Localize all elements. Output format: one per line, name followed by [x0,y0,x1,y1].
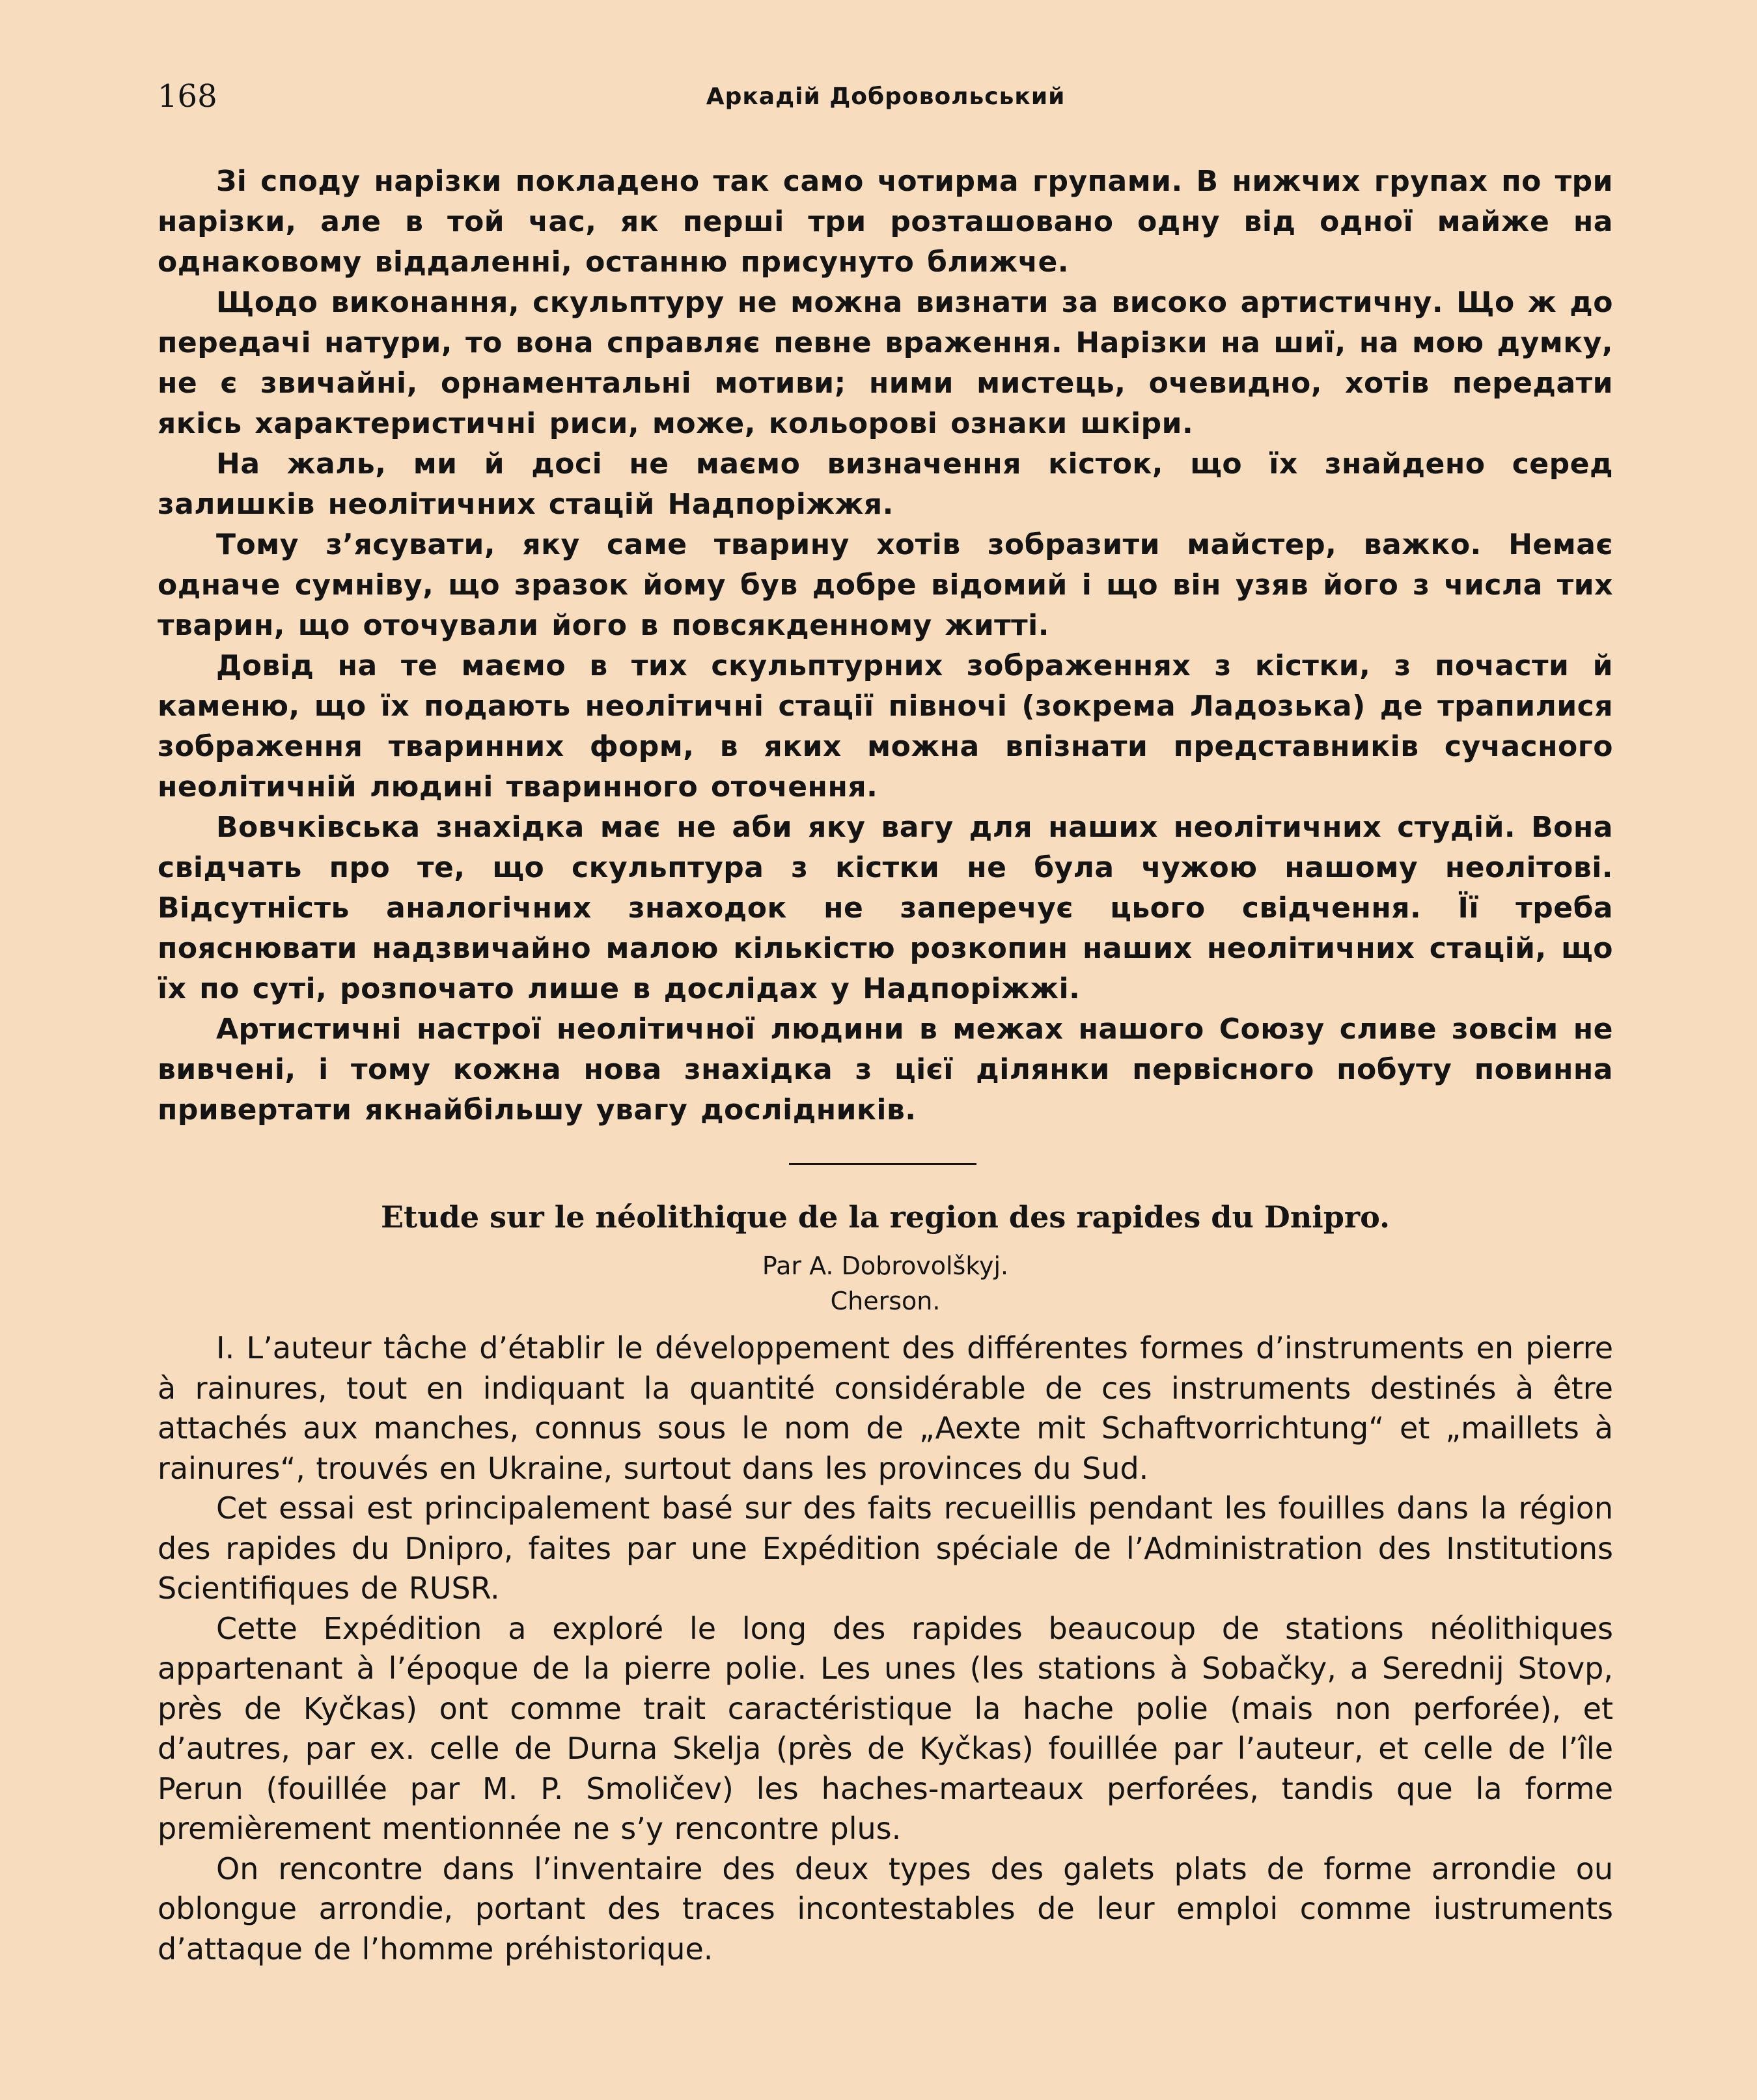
running-head: Аркадій Добровольський [706,83,1066,110]
ukr-paragraph-2: Щодо виконання, скульптуру не можна визнати за високо артистичну. Що ж до передачі натури, то вона справляє певне враження. Нарізки на шиї, на мою думку, не є звичайні, орнаментальні мотиви; ними мистець, очевидно, хотів передати якісь характеристичні риси, може, кольорові ознаки шкіри. [158,286,1613,440]
french-summary-text [158,1328,1613,1969]
ukrainian-text [158,161,1613,1130]
page-number: 168 [158,78,217,115]
summary-title: Etude sur le néolithique de la region des rapides du Dnipro. [380,1199,1390,1235]
fr-paragraph-1: I. L’auteur tâche d’établir le développement des différentes formes d’instruments en pierre à rainures, tout en indiquant la quantité considérable de ces instruments destinés à être attachés aux manches, connus sous le nom de „Aexte mit Schaftvorrichtung“ et „maillets à rainures“, trouvés en Ukraine, surtout dans les provinces du Sud. [158,1330,1613,1486]
ukr-paragraph-4: Тому з’ясувати, яку саме тварину хотів зобразити майстер, важко. Немає одначе сумніву, що зразок йому був добре відомий і що він узяв його з числа тих тварин, що оточували його в повсякденному житті. [158,528,1613,642]
ukr-paragraph-1: Зі споду нарізки покладено так само чотирма групами. В нижчих групах по три нарізки, але в той час, як перші три розташовано одну від одної майже на однаковому віддаленні, останню присунуто ближче. [158,165,1613,279]
summary-place: Cherson. [830,1287,941,1315]
summary-author: Par A. Dobrovolškyj. [762,1252,1009,1280]
ukr-paragraph-3: На жаль, ми й досі не маємо визначення кісток, що їх знайдено серед залишків неолітичних стацій Надпоріжжя. [158,447,1613,521]
page-header [158,78,1614,130]
ukr-paragraph-7: Артистичні настрої неолітичної людини в межах нашого Союзу сливе зовсім не вивчені, і тому кожна нова знахідка з цієї ділянки первісного побуту повинна привертати якнайбільшу увагу дослідників. [158,1013,1613,1127]
fr-paragraph-3: Cette Expédition a exploré le long des rapides beaucoup de stations néolithiques appartenant à l’époque de la pierre polie. Les unes (les stations à Sobačky, a Serednij Stovp, près de Kyčkas) ont comme trait caractéristique la hache polie (mais non perforée), et d’autres, par ex. celle de Durna Skelja (près de Kyčkas) fouillée par l’auteur, et celle de l’île Perun (fouillée par M. P. Smoličev) les haches-marteaux perforées, tandis que la forme premièrement mentionnée ne s’y rencontre plus. [158,1610,1613,1846]
ukr-paragraph-5: Довід на те маємо в тих скульптурних зображеннях з кістки, з почасти й каменю, що їх подають неолітичні стації півночі (зокрема Ладозька) де трапилися зображення тваринних форм, в яких можна впізнати представників сучасного неолітичній людині тваринного оточення. [158,649,1613,804]
ukr-paragraph-6: Вовчківська знахідка має не аби яку вагу для наших неолітичних студій. Вона свідчать про те, що скульптура з кістки не була чужою нашому неолітові. Відсутність аналогічних знаходок не заперечує цього свідчення. Її треба пояснювати надзвичайно малою кількістю розкопин наших неолітичних стацій, що їх по суті, розпочато лише в дослідах у Надпоріжжі. [158,811,1613,1005]
fr-paragraph-4: On rencontre dans l’inventaire des deux types des galets plats de forme arrondie ou oblongue arrondie, portant des traces incontestables de leur emploi comme iustruments d’attaque de l’homme préhistorique. [158,1851,1613,1967]
section-divider [789,1163,976,1165]
fr-paragraph-2: Cet essai est principalement basé sur des faits recueillis pendant les fouilles dans la région des rapides du Dnipro, faites par une Expédition spéciale de l’Administration des Institutions Scientifiques de RUSR. [158,1491,1613,1606]
